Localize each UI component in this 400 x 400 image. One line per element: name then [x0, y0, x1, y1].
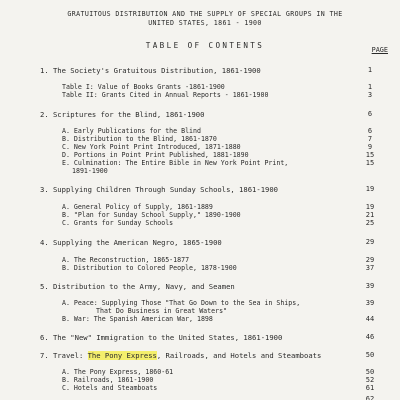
toc-entry-7	[40, 351, 321, 360]
toc-page-3c: 25	[365, 219, 375, 227]
toc-page-7b: 52	[365, 376, 375, 384]
toc-page-4: 29	[365, 238, 375, 246]
toc-page-2d: 15	[365, 151, 375, 159]
toc-page-2b: 7	[367, 135, 373, 143]
toc-page-7a: 50	[365, 368, 375, 376]
toc-entry-table-2: Table II: Grants Cited in Annual Reports - 1861-1900	[62, 91, 269, 99]
toc-entry-7-prefix: 7. Travel:	[40, 351, 88, 360]
toc-entry-4b: B. Distribution to Colored People, 1878-1900	[62, 264, 237, 272]
toc-page-2: 6	[367, 110, 373, 118]
toc-entry-5b: B. War: The Spanish American War, 1898	[62, 315, 213, 323]
toc-entry-7a: A. The Pony Express, 1860-61	[62, 368, 174, 376]
toc-page-2c: 9	[367, 143, 373, 151]
toc-page-cutoff: 62	[365, 395, 375, 400]
page-column-label: PAGE	[371, 46, 388, 54]
toc-entry-2c: C. New York Point Print Introduced, 1871-1880	[62, 143, 241, 151]
toc-entry-6: 6. The "New" Immigration to the United States, 1861-1900	[40, 333, 283, 342]
toc-entry-2e-cont: 1891-1900	[72, 167, 108, 175]
toc-page-1: 1	[367, 66, 373, 74]
toc-entry-4a: A. The Reconstruction, 1865-1877	[62, 256, 190, 264]
toc-page-5b: 44	[365, 315, 375, 323]
toc-title: TABLE OF CONTENTS	[145, 41, 265, 50]
toc-entry-2a: A. Early Publications for the Blind	[62, 127, 201, 135]
toc-entry-3b: B. "Plan for Sunday School Supply," 1890-1900	[62, 211, 241, 219]
toc-entry-1: 1. The Society's Gratuitous Distribution, 1861-1900	[40, 66, 261, 75]
toc-entry-5: 5. Distribution to the Army, Navy, and Seamen	[40, 282, 235, 291]
toc-page-4b: 37	[365, 264, 375, 272]
toc-entry-3: 3. Supplying Children Through Sunday Schools, 1861-1900	[40, 185, 278, 194]
toc-page-7c: 61	[365, 384, 375, 392]
highlighted-text: The Pony Express	[87, 351, 157, 360]
toc-page-2e: 15	[365, 159, 375, 167]
toc-entry-2b: B. Distribution to the Blind, 1861-1870	[62, 135, 217, 143]
toc-page-4a: 29	[365, 256, 375, 264]
toc-entry-7b: B. Railroads, 1861-1900	[62, 376, 154, 384]
toc-entry-7c: C. Hotels and Steamboats	[62, 384, 158, 392]
toc-page-table-2: 3	[367, 91, 373, 99]
toc-page-6: 46	[365, 333, 375, 341]
toc-page-3a: 19	[365, 203, 375, 211]
toc-page-5a: 39	[365, 299, 375, 307]
toc-page-3b: 21	[365, 211, 375, 219]
toc-page-7: 50	[365, 351, 375, 359]
document-header-line-1: GRATUITOUS DISTRIBUTION AND THE SUPPLY OF SPECIAL GROUPS IN THE	[67, 10, 343, 18]
toc-page-5: 39	[365, 282, 375, 290]
toc-entry-3c: C. Grants for Sunday Schools	[62, 219, 174, 227]
toc-entry-2: 2. Scriptures for the Blind, 1861-1900	[40, 110, 205, 119]
toc-page-2a: 6	[367, 127, 373, 135]
toc-entry-4: 4. Supplying the American Negro, 1865-1900	[40, 238, 222, 247]
toc-page-table-1: 1	[367, 83, 373, 91]
toc-entry-2d: D. Portions in Point Print Published, 1881-1890	[62, 151, 249, 159]
toc-entry-table-1: Table I: Value of Books Grants -1861-1900	[62, 83, 225, 91]
document-header-line-2: UNITED STATES, 1861 - 1900	[148, 19, 262, 27]
toc-entry-2e: E. Culmination: The Entire Bible in New York Point Print,	[62, 159, 289, 167]
toc-entry-5a-cont: That Do Business in Great Waters"	[96, 307, 228, 315]
toc-entry-3a: A. General Policy of Supply, 1861-1889	[62, 203, 213, 211]
toc-page-3: 19	[365, 185, 375, 193]
toc-entry-7-suffix: , Railroads, and Hotels and Steamboats	[156, 351, 322, 360]
toc-entry-5a: A. Peace: Supplying Those "That Go Down to the Sea in Ships,	[62, 299, 301, 307]
